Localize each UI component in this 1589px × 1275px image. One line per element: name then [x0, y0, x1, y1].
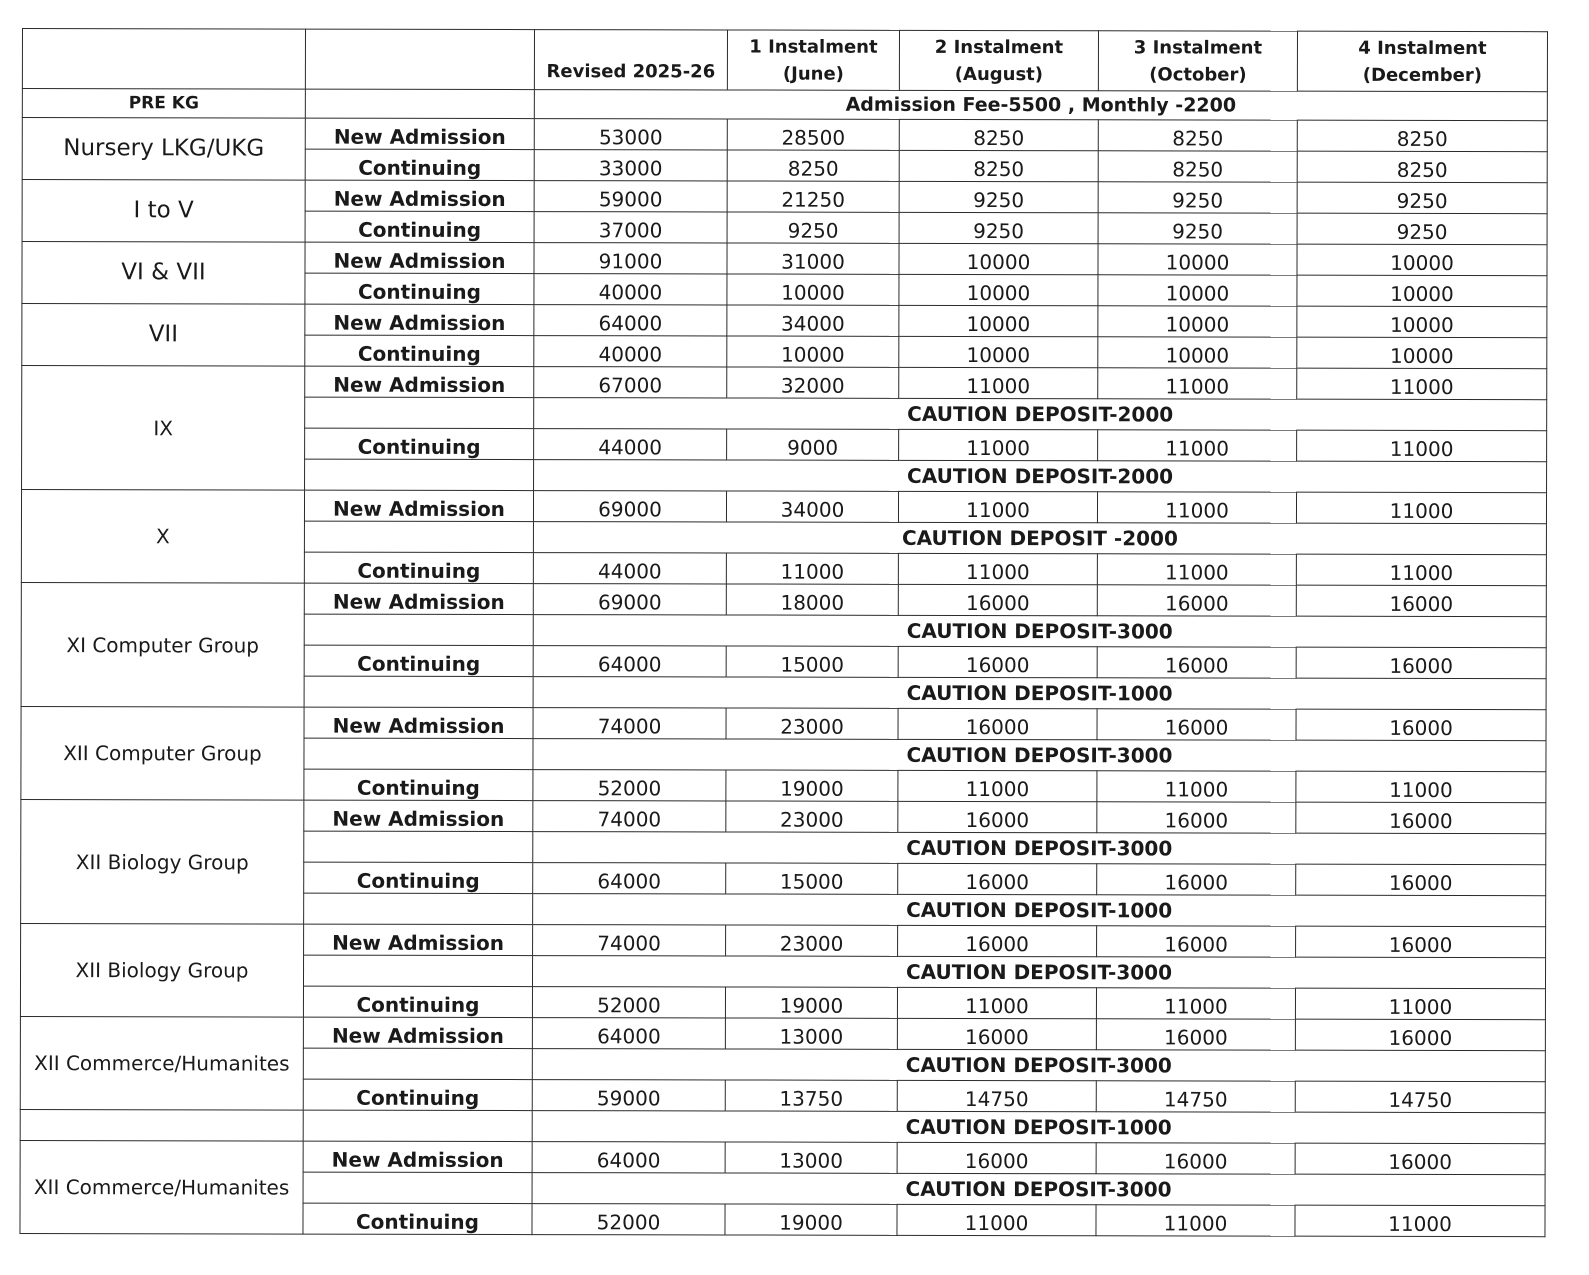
revised-fee: 91000	[534, 243, 727, 274]
caution-deposit: CAUTION DEPOSIT-1000	[533, 677, 1546, 710]
instalment-1-fee: 28500	[727, 119, 899, 150]
instalment-4-fee: 16000	[1296, 647, 1546, 679]
instalment-2-fee: 16000	[898, 584, 1097, 615]
instalment-3-fee: 9250	[1098, 213, 1297, 244]
revised-fee: 64000	[532, 1142, 725, 1173]
instalment-3-fee: 16000	[1097, 585, 1296, 616]
continuing-label: Continuing	[304, 769, 533, 800]
type-blank	[304, 893, 533, 924]
class-group-label: XII Computer Group	[21, 706, 304, 800]
revised-fee: 64000	[534, 305, 727, 336]
instalment-4-fee: 11000	[1295, 988, 1545, 1020]
fee-row	[21, 490, 1546, 524]
instalment-4-fee: 9250	[1297, 182, 1547, 214]
instalment-1-fee: 23000	[726, 801, 898, 832]
type-blank	[304, 738, 533, 769]
revised-fee: 37000	[534, 212, 727, 243]
instalment-4-fee: 11000	[1295, 1205, 1545, 1237]
caution-deposit: CAUTION DEPOSIT-3000	[532, 1173, 1545, 1206]
continuing-label: Continuing	[303, 1079, 532, 1110]
class-group-label: XI Computer Group	[21, 582, 304, 707]
group-blank	[20, 1109, 303, 1141]
instalment-3-fee: 11000	[1096, 988, 1295, 1019]
instalment-1-fee: 34000	[726, 491, 898, 522]
instalment-3-fee: 16000	[1096, 1143, 1295, 1174]
revised-fee: 53000	[534, 119, 727, 150]
instalment-4-fee: 11000	[1296, 554, 1546, 586]
revised-fee: 52000	[532, 987, 725, 1018]
instalment-3-fee: 8250	[1098, 151, 1297, 182]
instalment-4-fee: 11000	[1297, 430, 1547, 462]
header-revised: Revised 2025-26	[534, 30, 727, 90]
type-blank	[304, 831, 533, 862]
new-admission-label: New Admission	[304, 924, 533, 955]
instalment-2-fee: 16000	[897, 1142, 1096, 1173]
instalment-2-fee: 11000	[897, 1204, 1096, 1235]
instalment-3-fee: 9250	[1098, 182, 1297, 213]
instalment-2-fee: 16000	[898, 863, 1097, 894]
deposit-row	[20, 1109, 1545, 1143]
instalment-4-fee: 10000	[1297, 337, 1547, 369]
instalment-4-fee: 10000	[1297, 306, 1547, 338]
type-blank	[304, 614, 533, 645]
header-blank-type	[305, 29, 534, 89]
revised-fee: 59000	[534, 181, 727, 212]
instalment-2-fee: 14750	[897, 1080, 1096, 1111]
header-instalment-3: 3 Instalment (October)	[1098, 31, 1297, 91]
type-blank	[303, 1172, 532, 1203]
header-instalment-2: 2 Instalment (August)	[899, 30, 1098, 90]
instalment-4-fee: 11000	[1296, 492, 1546, 524]
header-instalment-1: 1 Instalment (June)	[727, 30, 899, 90]
revised-fee: 69000	[533, 584, 726, 615]
caution-deposit: CAUTION DEPOSIT-2000	[534, 398, 1547, 431]
new-admission-label: New Admission	[304, 490, 533, 521]
instalment-2-fee: 11000	[898, 491, 1097, 522]
instalment-2-fee: 16000	[898, 801, 1097, 832]
instalment-1-fee: 9000	[727, 429, 899, 460]
instalment-4-fee: 11000	[1297, 368, 1547, 400]
class-group-label: XII Commerce/Humanites	[20, 1016, 303, 1110]
instalment-1-fee: 21250	[727, 181, 899, 212]
instalment-1-fee: 34000	[727, 305, 899, 336]
instalment-4-fee: 11000	[1296, 771, 1546, 803]
instalment-3-fee: 11000	[1097, 771, 1296, 802]
instalment-3-fee: 11000	[1098, 368, 1297, 399]
new-admission-label: New Admission	[303, 1141, 532, 1172]
instalment-4-fee: 14750	[1295, 1081, 1545, 1113]
fee-row	[21, 706, 1546, 740]
instalment-2-fee: 16000	[898, 708, 1097, 739]
header-row	[22, 29, 1547, 92]
instalment-1-fee: 15000	[726, 646, 898, 677]
instalment-2-fee: 16000	[898, 646, 1097, 677]
continuing-label: Continuing	[303, 986, 532, 1017]
revised-fee: 64000	[533, 646, 726, 677]
instalment-4-fee: 9250	[1297, 213, 1547, 245]
new-admission-label: New Admission	[303, 1017, 532, 1048]
caution-deposit: CAUTION DEPOSIT-3000	[533, 739, 1546, 772]
instalment-4-fee: 8250	[1297, 120, 1547, 152]
class-group-label: XII Commerce/Humanites	[20, 1140, 303, 1234]
type-blank	[303, 955, 532, 986]
instalment-1-fee: 13000	[725, 1018, 897, 1049]
type-blank	[303, 1110, 532, 1141]
instalment-2-fee: 10000	[899, 305, 1098, 336]
continuing-label: Continuing	[304, 552, 533, 583]
caution-deposit: CAUTION DEPOSIT-3000	[532, 1049, 1545, 1082]
instalment-4-fee: 16000	[1295, 1143, 1545, 1175]
new-admission-label: New Admission	[304, 707, 533, 738]
revised-fee: 40000	[534, 274, 727, 305]
instalment-1-fee: 10000	[727, 336, 899, 367]
instalment-2-fee: 16000	[898, 925, 1097, 956]
instalment-2-fee: 11000	[897, 987, 1096, 1018]
revised-fee: 67000	[534, 367, 727, 398]
instalment-1-fee: 9250	[727, 212, 899, 243]
instalment-1-fee: 23000	[726, 708, 898, 739]
instalment-3-fee: 11000	[1096, 1205, 1295, 1236]
instalment-1-fee: 10000	[727, 274, 899, 305]
instalment-3-fee: 8250	[1098, 120, 1297, 151]
fee-row	[21, 582, 1546, 616]
fee-row	[22, 304, 1547, 338]
prekg-row	[22, 89, 1547, 121]
instalment-2-fee: 10000	[899, 243, 1098, 274]
caution-deposit: CAUTION DEPOSIT-3000	[533, 615, 1546, 648]
continuing-label: Continuing	[305, 211, 534, 242]
caution-deposit: CAUTION DEPOSIT -2000	[533, 522, 1546, 555]
caution-deposit: CAUTION DEPOSIT-3000	[533, 832, 1546, 865]
revised-fee: 74000	[533, 801, 726, 832]
fee-row	[21, 799, 1546, 833]
instalment-3-fee: 16000	[1097, 709, 1296, 740]
instalment-4-fee: 16000	[1296, 585, 1546, 617]
class-group-label: Nursery LKG/UKG	[22, 118, 305, 181]
instalment-3-fee: 14750	[1096, 1081, 1295, 1112]
instalment-4-fee: 16000	[1296, 802, 1546, 834]
instalment-2-fee: 10000	[899, 274, 1098, 305]
instalment-1-fee: 32000	[727, 367, 899, 398]
class-group-label: XII Biology Group	[21, 799, 304, 924]
fee-table	[19, 28, 1548, 1237]
caution-deposit: CAUTION DEPOSIT-2000	[534, 460, 1547, 493]
prekg-fee-info: Admission Fee-5500 , Monthly -2200	[534, 90, 1547, 121]
type-blank	[305, 459, 534, 490]
instalment-2-fee: 11000	[898, 770, 1097, 801]
type-blank	[303, 1048, 532, 1079]
revised-fee: 74000	[533, 925, 726, 956]
continuing-label: Continuing	[305, 428, 534, 459]
instalment-1-fee: 31000	[727, 243, 899, 274]
revised-fee: 40000	[534, 336, 727, 367]
instalment-3-fee: 16000	[1097, 926, 1296, 957]
revised-fee: 44000	[534, 429, 727, 460]
instalment-3-fee: 16000	[1097, 864, 1296, 895]
type-blank	[305, 397, 534, 428]
fee-structure-sheet	[19, 28, 1547, 1237]
instalment-4-fee: 16000	[1296, 709, 1546, 741]
instalment-2-fee: 8250	[899, 150, 1098, 181]
instalment-4-fee: 16000	[1295, 1019, 1545, 1051]
instalment-4-fee: 8250	[1297, 151, 1547, 183]
instalment-1-fee: 13750	[725, 1080, 897, 1111]
fee-row	[22, 366, 1547, 400]
revised-fee: 44000	[533, 553, 726, 584]
instalment-3-fee: 11000	[1098, 430, 1297, 461]
header-blank-group	[22, 29, 305, 90]
instalment-4-fee: 16000	[1296, 926, 1546, 958]
class-group-label: X	[21, 490, 304, 584]
fee-row	[20, 1140, 1545, 1174]
instalment-1-fee: 15000	[726, 863, 898, 894]
type-blank	[304, 676, 533, 707]
instalment-2-fee: 10000	[899, 336, 1098, 367]
class-group-label: I to V	[22, 180, 305, 243]
revised-fee: 52000	[532, 1204, 725, 1235]
new-admission-label: New Admission	[305, 366, 534, 397]
instalment-2-fee: 16000	[897, 1018, 1096, 1049]
class-group-label: IX	[22, 366, 305, 491]
fee-row	[20, 1016, 1545, 1050]
instalment-1-fee: 19000	[725, 987, 897, 1018]
instalment-1-fee: 23000	[726, 925, 898, 956]
new-admission-label: New Admission	[304, 800, 533, 831]
instalment-1-fee: 13000	[725, 1142, 897, 1173]
revised-fee: 59000	[532, 1080, 725, 1111]
continuing-label: Continuing	[304, 862, 533, 893]
instalment-2-fee: 11000	[898, 553, 1097, 584]
instalment-3-fee: 16000	[1097, 647, 1296, 678]
caution-deposit: CAUTION DEPOSIT-3000	[532, 956, 1545, 989]
new-admission-label: New Admission	[305, 304, 534, 335]
instalment-2-fee: 9250	[899, 212, 1098, 243]
caution-deposit: CAUTION DEPOSIT-1000	[533, 894, 1546, 927]
caution-deposit: CAUTION DEPOSIT-1000	[532, 1111, 1545, 1144]
continuing-label: Continuing	[305, 335, 534, 366]
revised-fee: 64000	[532, 1018, 725, 1049]
instalment-4-fee: 10000	[1297, 275, 1547, 307]
new-admission-label: New Admission	[305, 242, 534, 273]
fee-row	[22, 180, 1547, 214]
continuing-label: Continuing	[305, 149, 534, 180]
instalment-4-fee: 10000	[1297, 244, 1547, 276]
fee-row	[22, 118, 1547, 152]
prekg-label: PRE KG	[22, 89, 305, 119]
instalment-1-fee: 18000	[726, 584, 898, 615]
instalment-3-fee: 11000	[1097, 554, 1296, 585]
prekg-blank	[305, 89, 534, 118]
revised-fee: 64000	[533, 863, 726, 894]
instalment-2-fee: 11000	[899, 429, 1098, 460]
continuing-label: Continuing	[304, 645, 533, 676]
new-admission-label: New Admission	[304, 583, 533, 614]
instalment-2-fee: 8250	[899, 119, 1098, 150]
instalment-4-fee: 16000	[1296, 864, 1546, 896]
instalment-1-fee: 19000	[726, 770, 898, 801]
instalment-2-fee: 11000	[899, 367, 1098, 398]
fee-row	[22, 242, 1547, 276]
revised-fee: 52000	[533, 770, 726, 801]
instalment-3-fee: 16000	[1096, 1019, 1295, 1050]
class-group-label: VII	[22, 304, 305, 367]
class-group-label: VI & VII	[22, 242, 305, 305]
class-group-label: XII Biology Group	[20, 923, 303, 1017]
instalment-1-fee: 11000	[726, 553, 898, 584]
new-admission-label: New Admission	[305, 180, 534, 211]
continuing-label: Continuing	[305, 273, 534, 304]
new-admission-label: New Admission	[305, 118, 534, 149]
instalment-3-fee: 10000	[1098, 337, 1297, 368]
type-blank	[304, 521, 533, 552]
instalment-3-fee: 10000	[1098, 306, 1297, 337]
instalment-2-fee: 9250	[899, 181, 1098, 212]
revised-fee: 69000	[533, 491, 726, 522]
revised-fee: 33000	[534, 150, 727, 181]
revised-fee: 74000	[533, 708, 726, 739]
instalment-1-fee: 19000	[725, 1204, 897, 1235]
fee-row	[21, 923, 1546, 957]
header-instalment-4: 4 Instalment (December)	[1297, 31, 1547, 92]
instalment-3-fee: 16000	[1097, 802, 1296, 833]
instalment-3-fee: 10000	[1098, 244, 1297, 275]
instalment-1-fee: 8250	[727, 150, 899, 181]
continuing-label: Continuing	[303, 1203, 532, 1234]
instalment-3-fee: 11000	[1097, 492, 1296, 523]
instalment-3-fee: 10000	[1098, 275, 1297, 306]
